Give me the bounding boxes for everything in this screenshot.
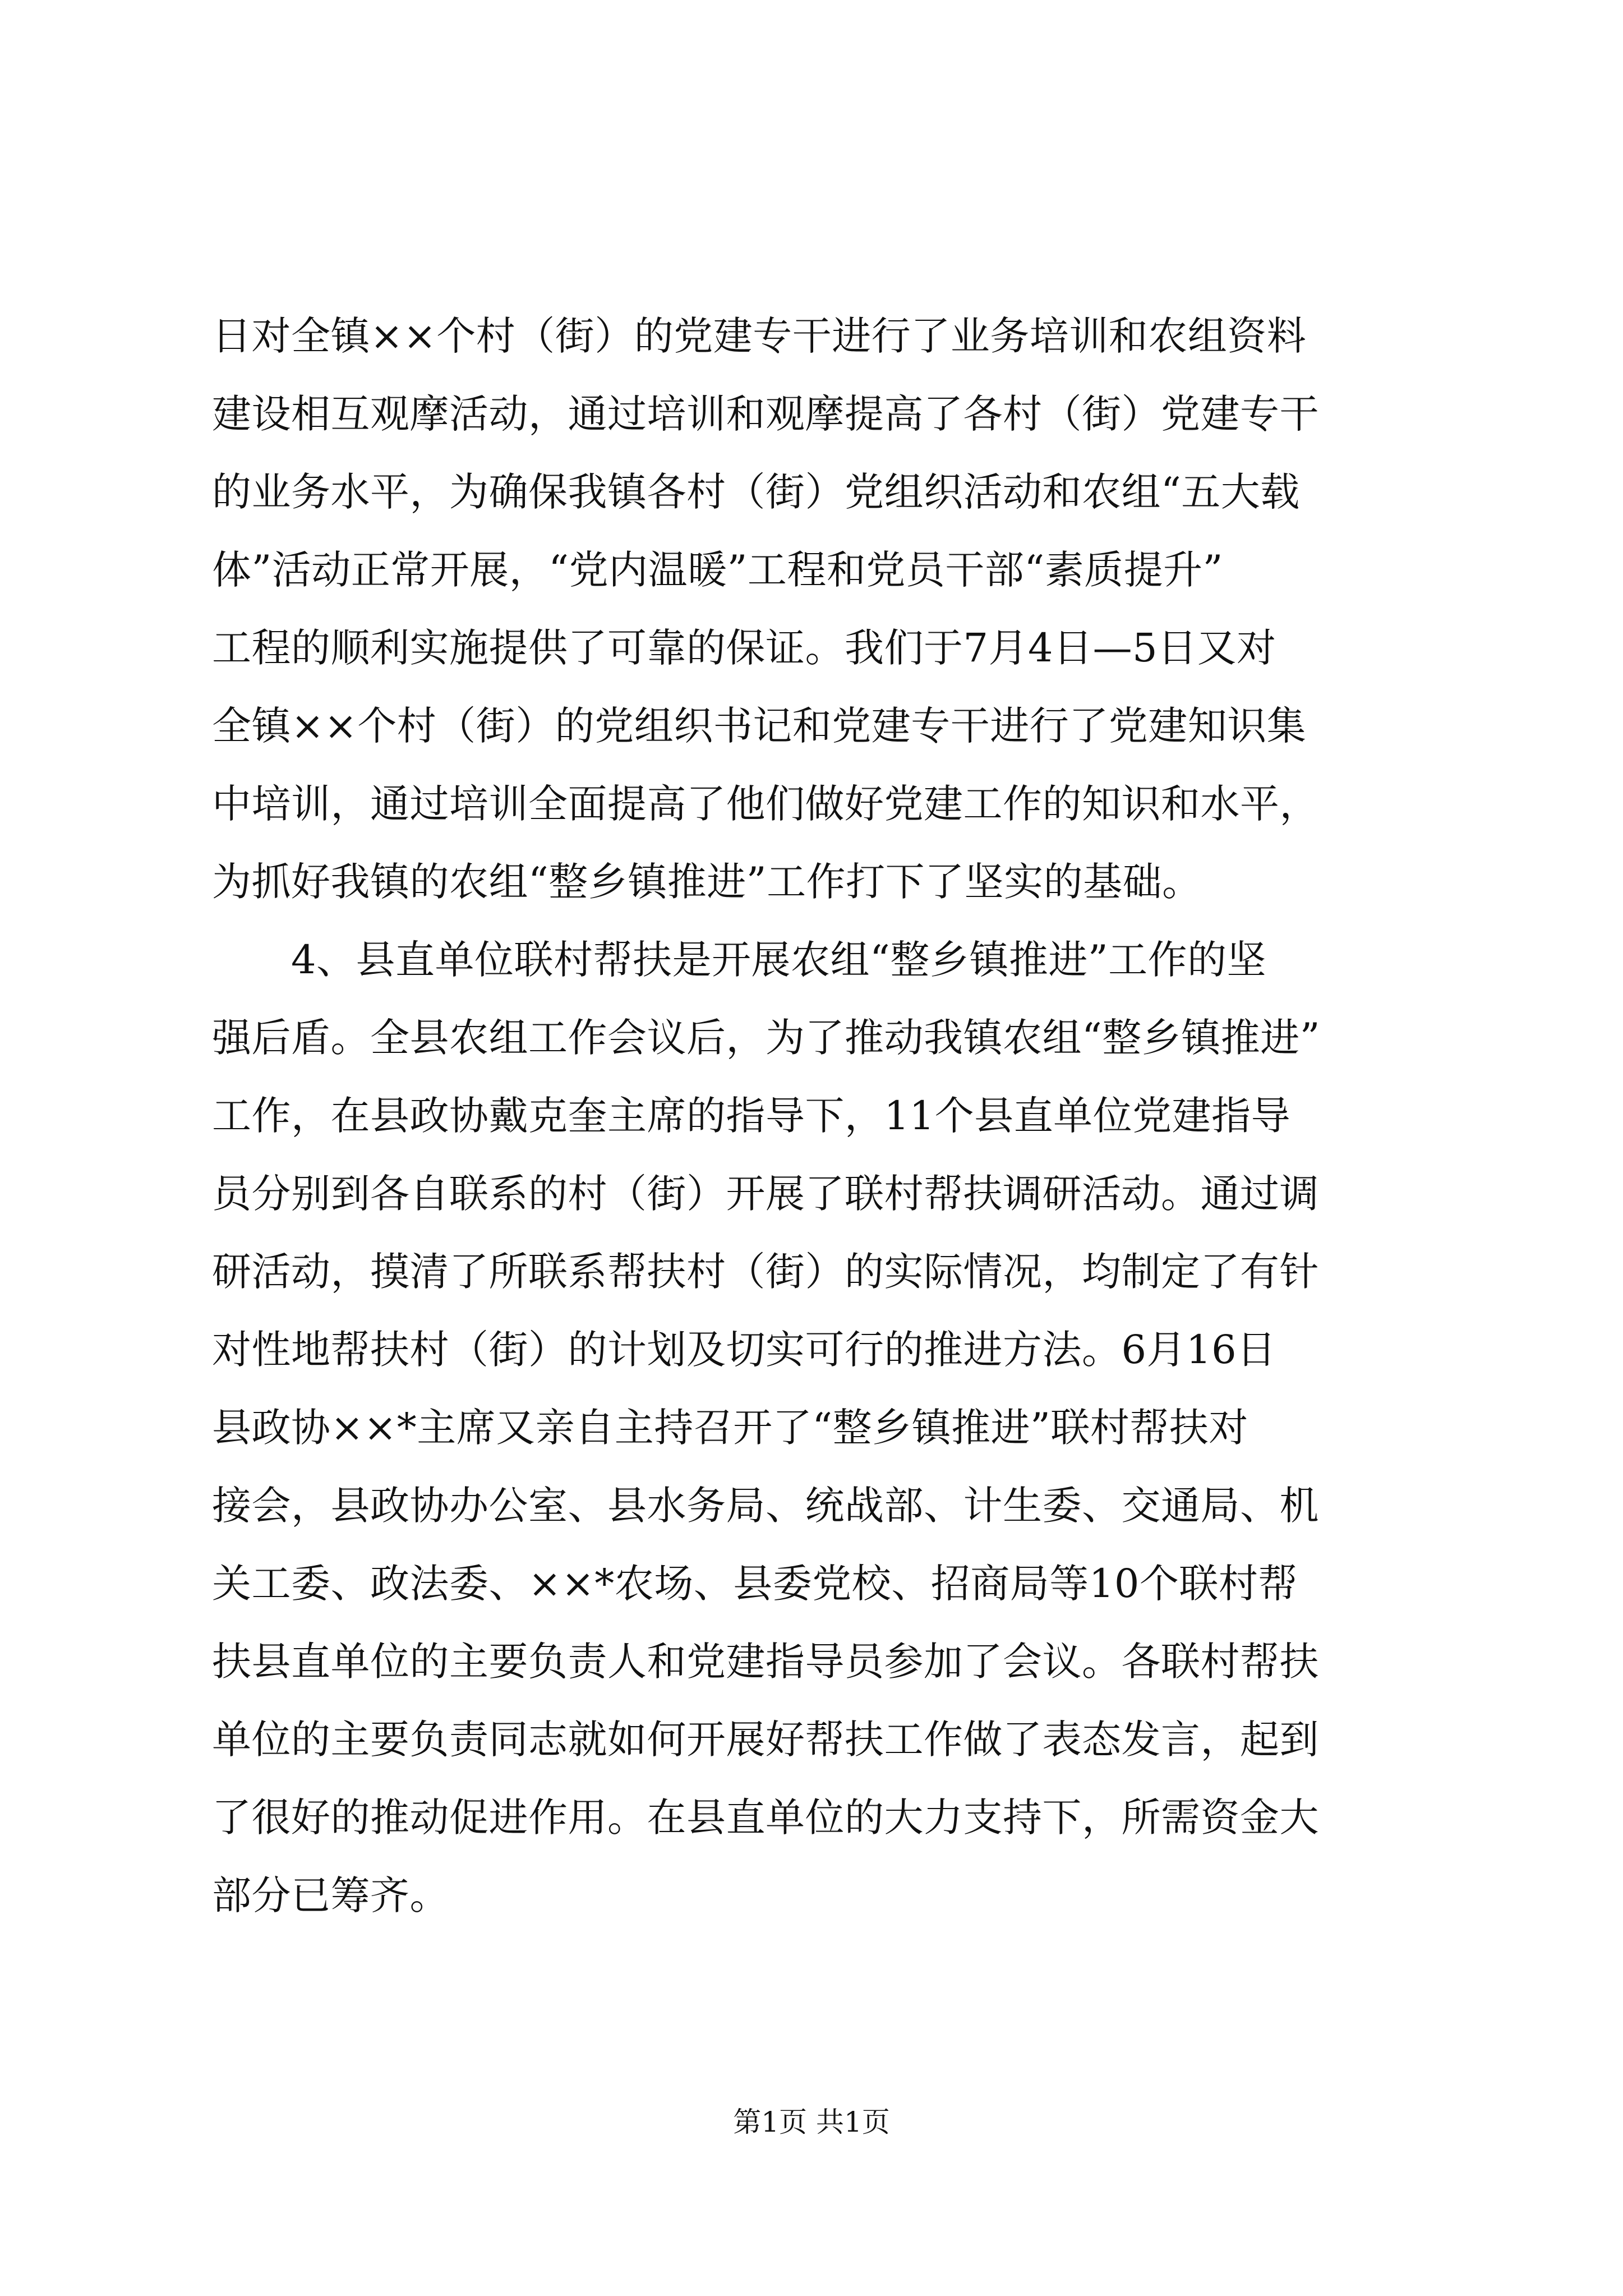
text-line: 扶县直单位的主要负责人和党建指导员参加了会议。各联村帮扶	[212, 1639, 1319, 1685]
text-line: 单位的主要负责同志就如何开展好帮扶工作做了表态发言，起到	[212, 1717, 1319, 1763]
text-line: 工作，在县政协戴克奎主席的指导下，11个县直单位党建指导	[212, 1093, 1291, 1139]
text-line: 日对全镇××个村（街）的党建专干进行了业务培训和农组资料	[212, 313, 1307, 359]
text-line: 对性地帮扶村（街）的计划及切实可行的推进方法。6月16日	[212, 1327, 1276, 1373]
body-text	[212, 297, 1423, 1935]
text-line: 的业务水平，为确保我镇各村（街）党组织活动和农组“五大载	[212, 469, 1300, 515]
text-line: 建设相互观摩活动，通过培训和观摩提高了各村（街）党建专干	[212, 391, 1319, 437]
text-line: 为抓好我镇的农组“整乡镇推进”工作打下了坚实的基础。	[212, 859, 1202, 905]
text-line: 体”活动正常开展，“党内温暖”工程和党员干部“素质提升”	[212, 547, 1223, 593]
text-line: 了很好的推动促进作用。在县直单位的大力支持下，所需资金大	[212, 1795, 1319, 1841]
text-line: 县政协××*主席又亲自主持召开了“整乡镇推进”联村帮扶对	[212, 1405, 1248, 1451]
text-line: 全镇××个村（街）的党组织书记和党建专干进行了党建知识集	[212, 703, 1307, 749]
text-line: 工程的顺利实施提供了可靠的保证。我们于7月4日—5日又对	[212, 625, 1276, 671]
text-line: 强后盾。全县农组工作会议后，为了推动我镇农组“整乡镇推进”	[212, 1015, 1321, 1061]
text-line: 中培训，通过培训全面提高了他们做好党建工作的知识和水平，	[212, 781, 1319, 827]
text-line: 接会，县政协办公室、县水务局、统战部、计生委、交通局、机	[212, 1483, 1319, 1529]
text-line: 研活动，摸清了所联系帮扶村（街）的实际情况，均制定了有针	[212, 1249, 1319, 1295]
text-line: 4、县直单位联村帮扶是开展农组“整乡镇推进”工作的坚	[212, 937, 1267, 983]
text-line: 部分已筹齐。	[212, 1872, 449, 1918]
page-number-footer: 第1页 共1页	[733, 2106, 890, 2138]
text-line: 关工委、政法委、××*农场、县委党校、招商局等10个联村帮	[212, 1561, 1298, 1607]
text-line: 员分别到各自联系的村（街）开展了联村帮扶调研活动。通过调	[212, 1171, 1319, 1217]
